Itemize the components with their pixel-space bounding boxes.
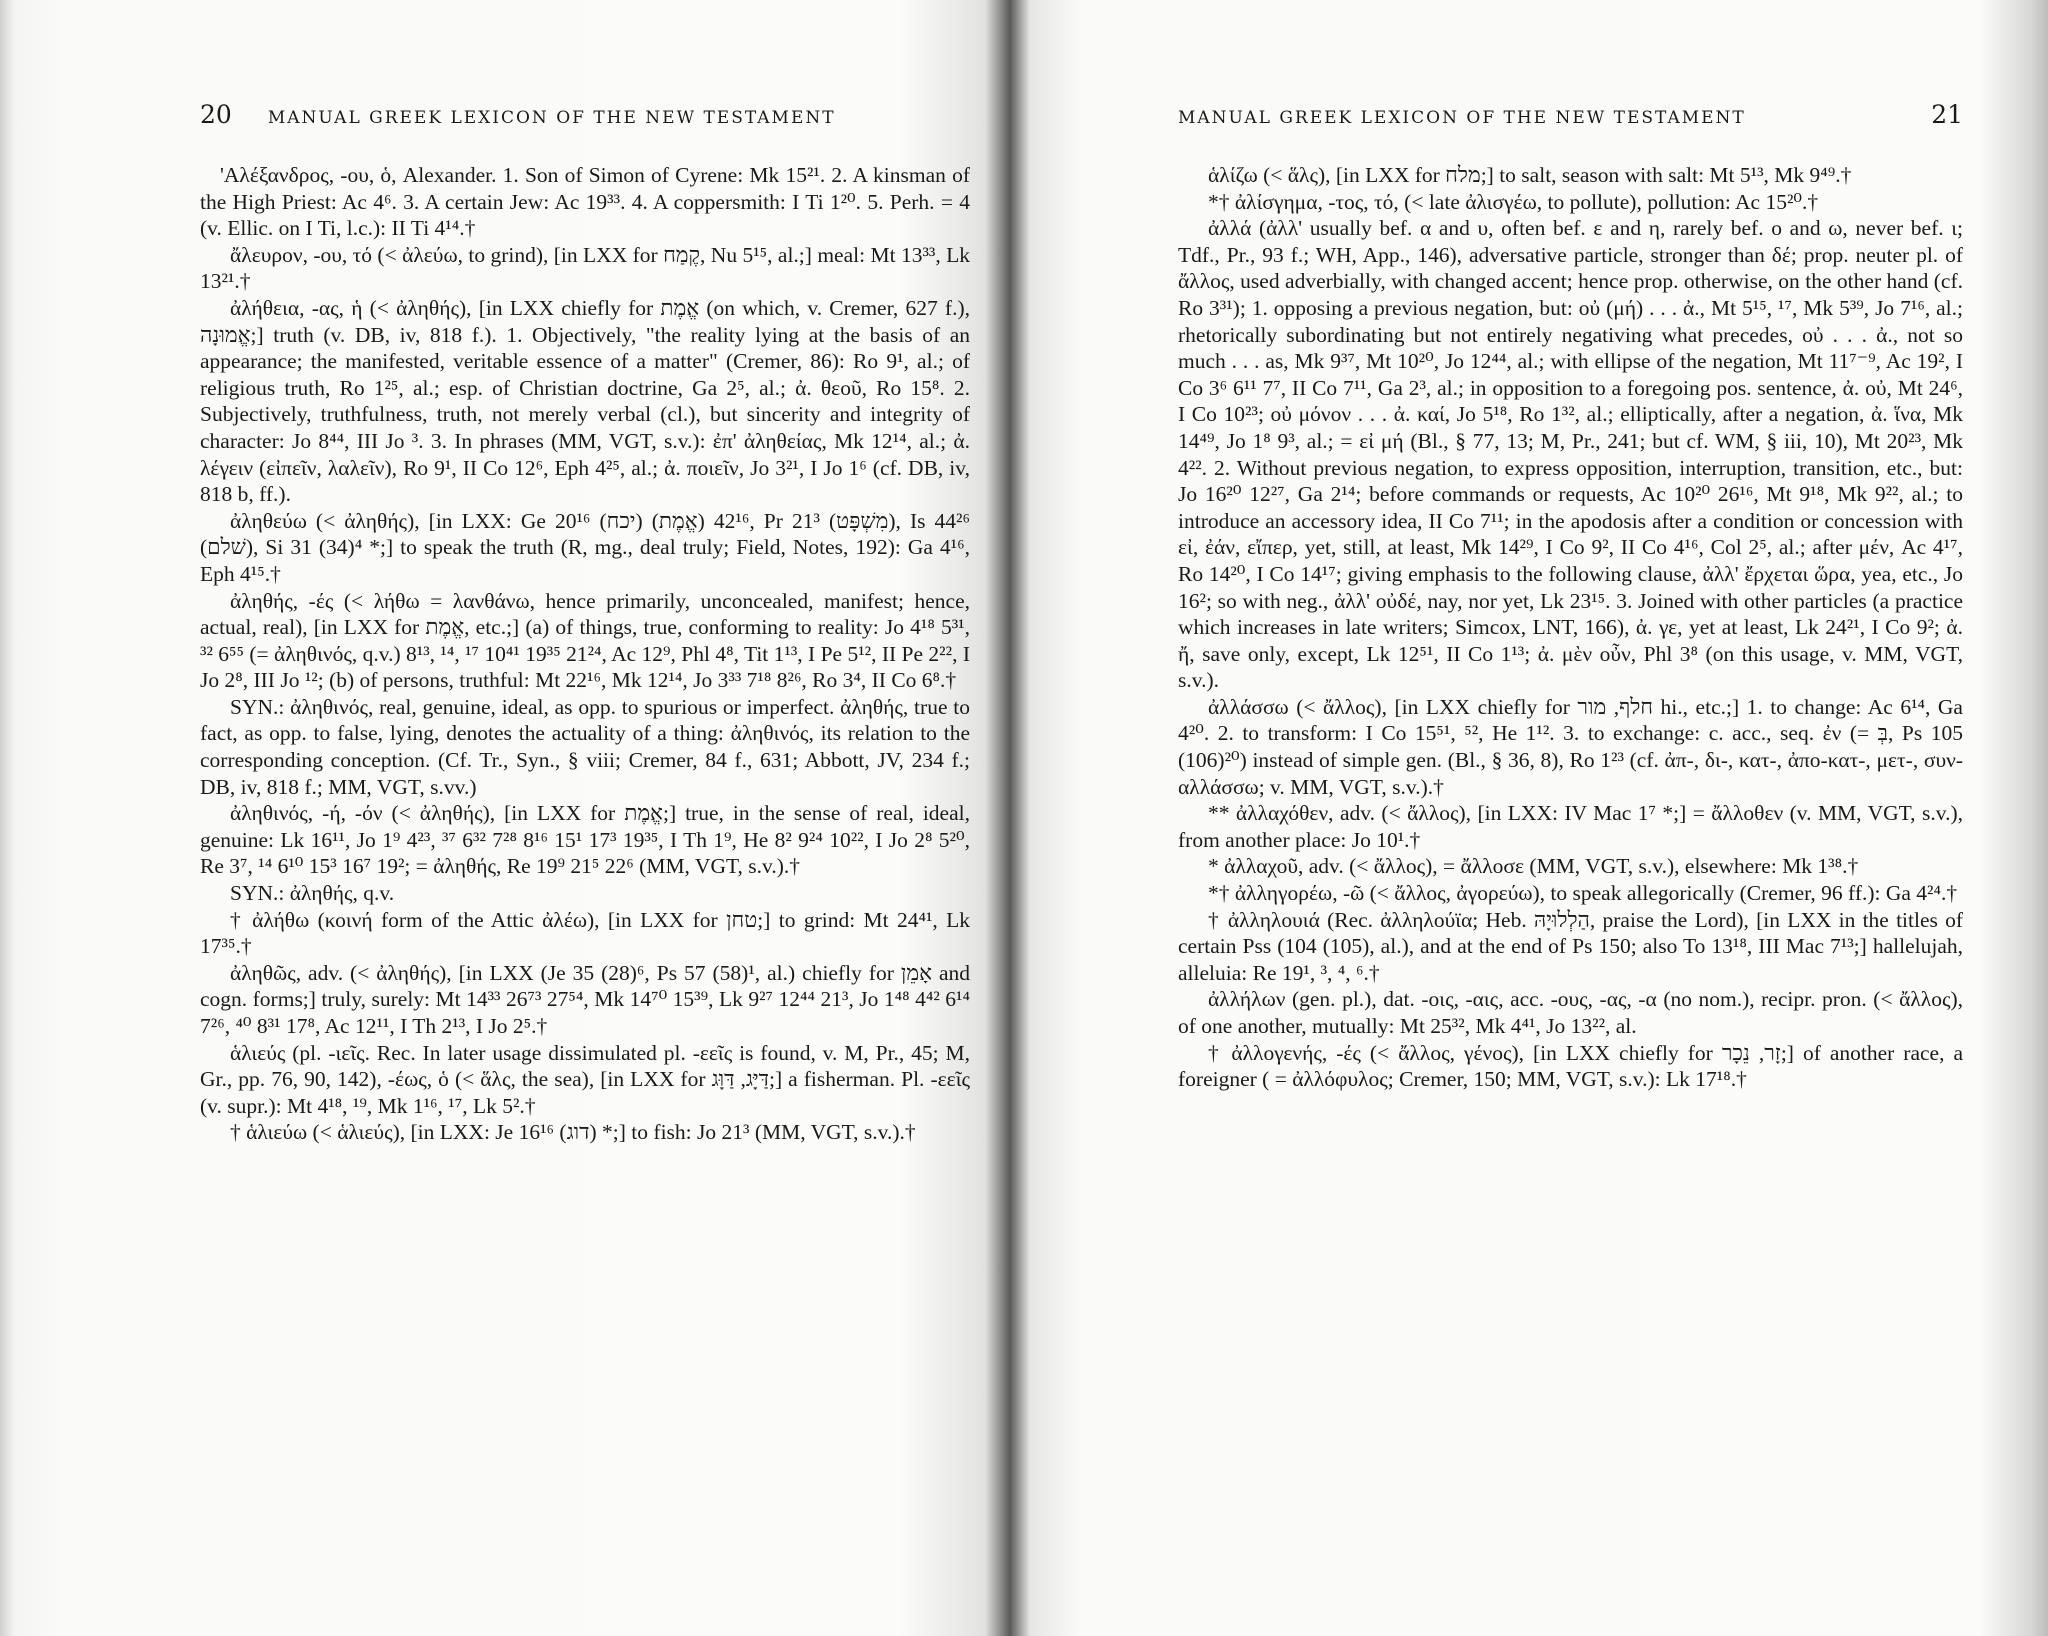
left-entries — [200, 162, 970, 1146]
left-page-number: 20 — [200, 100, 232, 129]
lexicon-entry: ἀλήθεια, -ας, ἡ (< ἀληθής), [in LXX chiefly for אֱמֶת (on which, v. Cremer, 627 f.), אֱמוּנָה;] truth (v. DB, iv, 818 f.). 1. Objectively, "the reality lying at the basis of an appearance; the manifested, veritable essence of a matter" (Cremer, 86): Ro 9¹, al.; of religious truth, Ro 1²⁵, al.; esp. of Christian doctrine, Ga 2⁵, al.; ἀ. θεοῦ, Ro 15⁸. 2. Subjectively, truthfulness, truth, not merely verbal (cl.), but sincerity and integrity of character: Jo 8⁴⁴, III Jo ³. 3. In phrases (MM, VGT, s.v.): ἐπ' ἀληθείας, Mk 12¹⁴, al.; ἀ. λέγειν (εἰπεῖν, λαλεῖν), Ro 9¹, II Co 12⁶, Eph 4²⁵, al.; ἀ. ποιεῖν, Jo 3²¹, I Jo 1⁶ (cf. DB, iv, 818 b, ff.). — [200, 295, 970, 507]
left-page — [200, 100, 970, 1600]
lexicon-entry: ἄλευρον, -ου, τό (< ἀλεύω, to grind), [in LXX for קֶמַח, Nu 5¹⁵, al.;] meal: Mt 13³³, Lk 13²¹.† — [200, 242, 970, 294]
synonym-note: SYN.: ἀληθινός, real, genuine, ideal, as opp. to spurious or imperfect. ἀληθής, true to fact, as opp. to false, lying, denotes the actuality of a thing: ἀληθινός, its relation to the corresponding conception. (Cf. Tr., Syn., § viii; Cremer, 84 f., 631; Abbott, JV, 234 f.; DB, iv, 818 f.; MM, VGT, s.vv.) — [200, 694, 970, 799]
lexicon-entry: ἁλίζω (< ἅλς), [in LXX for מלח;] to salt, season with salt: Mt 5¹³, Mk 9⁴⁹.† — [1208, 163, 1852, 187]
lexicon-entry: ἁλιεύς (pl. -ιεῖς. Rec. In later usage dissimulated pl. -εεῖς is found, v. M, Pr., 45; M, Gr., pp. 76, 90, 142), -έως, ὁ (< ἅλς, the sea), [in LXX for דַּיָּג, דַּוָּג;] a fisherman. Pl. -εεῖς (v. supr.): Mt 4¹⁸, ¹⁹, Mk 1¹⁶, ¹⁷, Lk 5².† — [200, 1040, 970, 1118]
lexicon-entry: † ἀλήθω (κοινή form of the Attic ἀλέω), [in LXX for טחן;] to grind: Mt 24⁴¹, Lk 17³⁵.† — [200, 907, 970, 959]
right-page-number: 21 — [1931, 100, 1963, 129]
lexicon-entry: ἀληθῶς, adv. (< ἀληθής), [in LXX (Je 35 (28)⁶, Ps 57 (58)¹, al.) chiefly for אָמֵן and cogn. forms;] truly, surely: Mt 14³³ 26⁷³ 27⁵⁴, Mk 14⁷⁰ 15³⁹, Lk 9²⁷ 12⁴⁴ 21³, Jo 1⁴⁸ 4⁴² 6¹⁴ 7²⁶, ⁴⁰ 8³¹ 17⁸, Ac 12¹¹, I Th 2¹³, I Jo 2⁵.† — [200, 960, 970, 1038]
lexicon-entry: 'Αλέξανδρος, -ου, ὁ, Alexander. 1. Son of Simon of Cyrene: Mk 15²¹. 2. A kinsman of the High Priest: Ac 4⁶. 3. A certain Jew: Ac 19³³. 4. A coppersmith: I Ti 1²⁰. 5. Perh. = 4 (v. Ellic. on I Ti, l.c.): II Ti 4¹⁴.† — [200, 163, 970, 241]
lexicon-entry: ἀληθής, -ές (< λήθω = λανθάνω, hence primarily, unconcealed, manifest; hence, actual, real), [in LXX for אֱמֶת, etc.;] (a) of things, true, conforming to reality: Jo 4¹⁸ 5³¹, ³² 6⁵⁵ (= ἀληθινός, q.v.) 8¹³, ¹⁴, ¹⁷ 10⁴¹ 19³⁵ 21²⁴, Ac 12⁹, Phl 4⁸, Tit 1¹³, I Pe 5¹², II Pe 2²², I Jo 2⁸, III Jo ¹²; (b) of persons, truthful: Mt 22¹⁶, Mk 12¹⁴, Jo 3³³ 7¹⁸ 8²⁶, Ro 3⁴, II Co 6⁸.† — [200, 588, 970, 693]
lexicon-entry: ** ἀλλαχόθεν, adv. (< ἄλλος), [in LXX: IV Mac 1⁷ *;] = ἄλλοθεν (v. MM, VGT, s.v.), from another place: Jo 10¹.† — [1178, 801, 1963, 852]
lexicon-entry: * ἀλλαχοῦ, adv. (< ἄλλος), = ἄλλοσε (MM, VGT, s.v.), elsewhere: Mk 1³⁸.† — [1208, 854, 1859, 879]
left-running-title: MANUAL GREEK LEXICON OF THE NEW TESTAMENT — [267, 108, 836, 128]
left-running-head — [200, 100, 970, 138]
synonym-note: SYN.: ἀληθής, q.v. — [230, 881, 395, 906]
lexicon-entry: *† ἀλληγορέω, -ῶ (< ἄλλος, ἀγορεύω), to speak allegorically (Cremer, 96 ff.): Ga 4²⁴.† — [1208, 881, 1958, 906]
lexicon-entry: † ἁλιεύω (< ἁλιεύς), [in LXX: Je 16¹⁶ (דוג) *;] to fish: Jo 21³ (MM, VGT, s.v.).† — [230, 1120, 916, 1145]
right-page — [1178, 100, 1963, 1600]
lexicon-entry: *† ἀλίσγημα, -τος, τό, (< late ἀλισγέω, to pollute), pollution: Ac 15²⁰.† — [1208, 189, 1819, 214]
lexicon-entry: † ἀλλογενής, -ές (< ἄλλος, γένος), [in LXX chiefly for זָר, נֵכָר;] of another race, a foreigner ( = ἀλλόφυλος; Cremer, 150; MM, VGT, s.v.): Lk 17¹⁸.† — [1178, 1040, 1963, 1092]
lexicon-entry: ἀληθεύω (< ἀληθής), [in LXX: Ge 20¹⁶ (יכח) 42¹⁶ (אֱמֶת), Pr 21³ (מִשְׁפָּט), Is 44²⁶ (שׁלם), Si 31 (34)⁴ *;] to speak the truth (R, mg., deal truly; Field, Notes, 192): Ga 4¹⁶, Eph 4¹⁵.† — [200, 508, 970, 586]
lexicon-entry: † ἀλληλουιά (Rec. ἀλληλούϊα; Heb. הַלְלוּיָהּ, praise the Lord), [in LXX in the titles of certain Pss (104 (105), al.), and at the end of Ps 150; also To 13¹⁸, III Mac 7¹³;] hallelujah, alleluia: Re 19¹, ³, ⁴, ⁶.† — [1178, 907, 1963, 985]
right-entries — [1178, 162, 1963, 1093]
right-running-head — [1178, 100, 1963, 138]
right-running-title: MANUAL GREEK LEXICON OF THE NEW TESTAMENT — [1178, 108, 1746, 128]
lexicon-entry: ἀλλήλων (gen. pl.), dat. -οις, -αις, acc. -ους, -ας, -α (no nom.), recipr. pron. (< ἄλλος), of one another, mutually: Mt 25³², Mk 4⁴¹, Jo 13²², al. — [1178, 987, 1963, 1038]
lexicon-entry: ἀληθινός, -ή, -όν (< ἀληθής), [in LXX for אֱמֶת;] true, in the sense of real, ideal, genuine: Lk 16¹¹, Jo 1⁹ 4²³, ³⁷ 6³² 7²⁸ 8¹⁶ 15¹ 17³ 19³⁵, I Th 1⁹, He 8² 9²⁴ 10²², I Jo 2⁸ 5²⁰, Re 3⁷, ¹⁴ 6¹⁰ 15³ 16⁷ 19²; = ἀληθής, Re 19⁹ 21⁵ 22⁶ (MM, VGT, s.v.).† — [200, 801, 970, 879]
lexicon-entry: ἀλλάσσω (< ἄλλος), [in LXX chiefly for חלף, מור hi., etc.;] 1. to change: Ac 6¹⁴, Ga 4²⁰. 2. to transform: I Co 15⁵¹, ⁵², He 1¹². 3. to exchange: c. acc., seq. ἐν (= בְּ, Ps 105 (106)²⁰) instead of simple gen. (Bl., § 36, 8), Ro 1²³ (cf. ἀπ-, δι-, κατ-, ἀπο-κατ-, μετ-, συν-αλλάσσω; v. MM, VGT, s.v.).† — [1178, 694, 1963, 799]
lexicon-entry: ἀλλά (ἀλλ' usually bef. α and υ, often bef. ε and η, rarely bef. ο and ω, never bef. ι; Tdf., Pr., 93 f.; WH, App., 146), adversative particle, stronger than δέ; prop. neuter pl. of ἄλλος, used adverbially, with changed accent; hence prop. otherwise, on the other hand (cf. Ro 3³¹); 1. opposing a previous negation, but: οὐ (μή) . . . ἀ., Mt 5¹⁵, ¹⁷, Mk 5³⁹, Jo 7¹⁶, al.; rhetorically subordinating but not entirely negativing what precedes, οὐ . . . ἀ., not so much . . . as, Mk 9³⁷, Mt 10²⁰, Jo 12⁴⁴, al.; with ellipse of the negation, Mt 11⁷⁻⁹, Ac 19², I Co 3⁶ 6¹¹ 7⁷, II Co 7¹¹, Ga 2³, al.; in opposition to a foregoing pos. sentence, ἀ. οὐ, Mt 24⁶, I Co 10²³; οὐ μόνον . . . ἀ. καί, Jo 5¹⁸, Ro 1³², al.; elliptically, after a negation, ἀ. ἵνα, Mk 14⁴⁹, Jo 1⁸ 9³, al.; = εἰ μή (Bl., § 77, 13; M, Pr., 241; but cf. WM, § iii, 10), Mt 20²³, Mk 4²². 2. Without previous negation, to express opposition, interruption, transition, etc., but: Jo 16²⁰ 12²⁷, Ga 2¹⁴; before commands or requests, Ac 10²⁰ 26¹⁶, Mt 9¹⁸, Mk 9²², al.; to introduce an accessory idea, II Co 7¹¹; in the apodosis after a condition or concession with εἰ, ἐάν, εἴπερ, yet, still, at least, Mk 14²⁹, I Co 9², II Co 4¹⁶, Col 2⁵, al.; after μέν, Ac 4¹⁷, Ro 14²⁰, I Co 14¹⁷; giving emphasis to the following clause, ἀλλ' ἔρχεται ὥρα, yea, etc., Jo 16²; so with neg., ἀλλ' οὐδέ, nay, nor yet, Lk 23¹⁵. 3. Joined with other particles (a practice which increases in late writers; Simcox, LNT, 166), ἀ. γε, yet at least, Lk 24²¹, I Co 9²; ἀ. ἤ, save only, except, Lk 12⁵¹, II Co 1¹³; ἀ. μὲν οὖν, Phl 3⁸ (on this usage, v. MM, VGT, s.v.). — [1178, 216, 1963, 693]
